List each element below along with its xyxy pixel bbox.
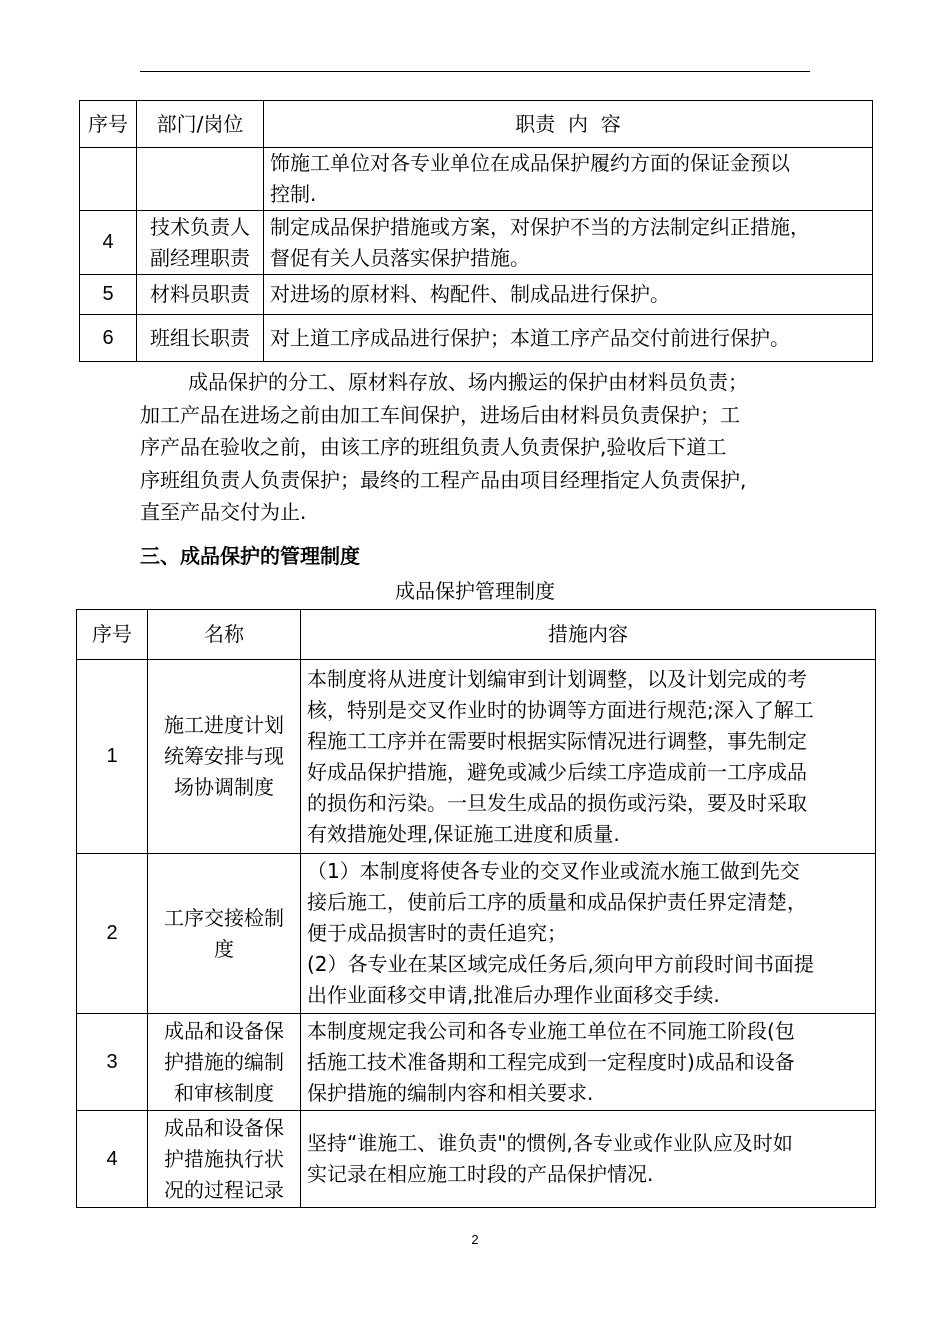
- body-paragraph: [140, 366, 748, 529]
- text-line: 直至产品交付为止.: [140, 500, 307, 524]
- text-line: 施工进度计划: [164, 713, 284, 737]
- text-line: 序产品在验收之前，由该工序的班组负责人负责保护,验收后下道工: [140, 435, 727, 459]
- row-no: 4: [80, 211, 137, 275]
- text-line: 本制度规定我公司和各专业施工单位在不同施工阶段(包: [307, 1018, 795, 1043]
- text-line: 饰施工单位对各专业单位在成品保护履约方面的保证金预以: [270, 151, 790, 175]
- text-line: 有效措施处理,保证施工进度和质量.: [307, 821, 620, 846]
- table-header-row: [80, 101, 873, 148]
- text-line: 护措施的编制: [164, 1049, 284, 1074]
- text-line: 加工产品在进场之前由加工车间保护，进场后由材料员负责保护；工: [140, 402, 740, 427]
- text-line: 核，特别是交叉作业时的协调等方面进行规范;深入了解工: [307, 697, 814, 722]
- text-line: （1）本制度将使各专业的交叉作业或流水施工做到先交: [307, 859, 800, 883]
- row-content: [301, 660, 876, 854]
- text-line: 技术负责人: [150, 214, 250, 239]
- text-line: 工序交接检制: [164, 905, 284, 930]
- row-duty: [264, 148, 873, 211]
- row-name: [148, 1014, 301, 1111]
- text-line: 护措施执行状: [164, 1146, 284, 1171]
- table-header-row: [77, 610, 876, 660]
- text-line: 实记录在相应施工时段的产品保护情况.: [307, 1162, 654, 1186]
- header-cell-no: 序号: [77, 610, 148, 660]
- row-dept: [137, 211, 264, 275]
- table-row: [80, 211, 873, 275]
- row-duty: 对进场的原材料、构配件、制成品进行保护。: [264, 275, 873, 315]
- row-dept: 班组长职责: [137, 315, 264, 362]
- text-line: 和审核制度: [174, 1080, 274, 1105]
- text-line: 程施工工序并在需要时根据实际情况进行调整，事先制定: [307, 728, 807, 753]
- row-name: [148, 854, 301, 1014]
- header-rule: [140, 71, 810, 72]
- text-line: 成品保护的分工、原材料存放、场内搬运的保护由材料员负责；: [188, 370, 748, 394]
- text-line: (2）各专业在某区域完成任务后,须向甲方前段时间书面提: [307, 952, 814, 976]
- text-line: 坚持“谁施工、谁负责"的惯例,各专业或作业队应及时如: [307, 1131, 793, 1155]
- text-line: 督促有关人员落实保护措施。: [270, 245, 530, 270]
- section-heading: 三、成品保护的管理制度: [140, 544, 360, 568]
- header-cell-name: 名称: [148, 610, 301, 660]
- text-line: 的损伤和污染。一旦发生成品的损伤或污染，要及时采取: [307, 790, 807, 815]
- header-cell-no: 序号: [80, 101, 137, 148]
- text-line: 本制度将从进度计划编审到计划调整，以及计划完成的考: [307, 666, 807, 691]
- row-no: 6: [80, 315, 137, 362]
- text-line: 度: [214, 936, 234, 961]
- row-name: [148, 1111, 301, 1208]
- text-line: 便于成品损害时的责任追究；: [307, 921, 567, 945]
- table-caption: 成品保护管理制度: [395, 579, 555, 603]
- text-line: 统筹安排与现: [164, 744, 284, 768]
- table-row: [80, 275, 873, 315]
- row-no: 2: [77, 854, 148, 1014]
- table-row: [77, 1111, 876, 1208]
- table-row: [77, 660, 876, 854]
- text-line: 序班组负责人负责保护；最终的工程产品由项目经理指定人负责保护,: [140, 467, 747, 492]
- text-line: 控制.: [270, 182, 317, 206]
- row-name: [148, 660, 301, 854]
- text-line: 出作业面移交申请,批准后办理作业面移交手续.: [307, 983, 720, 1007]
- page-number: 2: [471, 1232, 479, 1247]
- row-content: [301, 1111, 876, 1208]
- table-row: [77, 854, 876, 1014]
- header-cell-duty: 职责 内 容: [264, 101, 873, 148]
- row-no: 5: [80, 275, 137, 315]
- text-line: 场协调制度: [174, 775, 274, 799]
- text-line: 制定成品保护措施或方案，对保护不当的方法制定纠正措施，: [270, 214, 810, 239]
- row-no: [80, 148, 137, 211]
- duties-table: [79, 100, 873, 362]
- table-row: [80, 315, 873, 362]
- row-content: [301, 854, 876, 1014]
- text-line: 括施工技术准备期和工程完成到一定程度时)成品和设备: [307, 1049, 795, 1074]
- text-line: 况的过程记录: [164, 1177, 284, 1202]
- row-no: 3: [77, 1014, 148, 1111]
- table-row: [80, 148, 873, 211]
- management-system-table: [76, 609, 876, 1208]
- header-cell-dept: 部门/岗位: [137, 101, 264, 148]
- row-no: 4: [77, 1111, 148, 1208]
- row-no: 1: [77, 660, 148, 854]
- row-dept: 材料员职责: [137, 275, 264, 315]
- table-row: [77, 1014, 876, 1111]
- header-cell-content: 措施内容: [301, 610, 876, 660]
- row-duty: [264, 211, 873, 275]
- text-line: 保护措施的编制内容和相关要求.: [307, 1080, 594, 1105]
- text-line: 成品和设备保: [164, 1115, 284, 1140]
- row-duty: 对上道工序成品进行保护；本道工序产品交付前进行保护。: [264, 315, 873, 362]
- text-line: 副经理职责: [150, 245, 250, 270]
- text-line: 接后施工，使前后工序的质量和成品保护责任界定清楚，: [307, 890, 807, 914]
- row-dept: [137, 148, 264, 211]
- text-line: 好成品保护措施，避免或减少后续工序造成前一工序成品: [307, 759, 807, 784]
- text-line: 成品和设备保: [164, 1018, 284, 1043]
- row-content: [301, 1014, 876, 1111]
